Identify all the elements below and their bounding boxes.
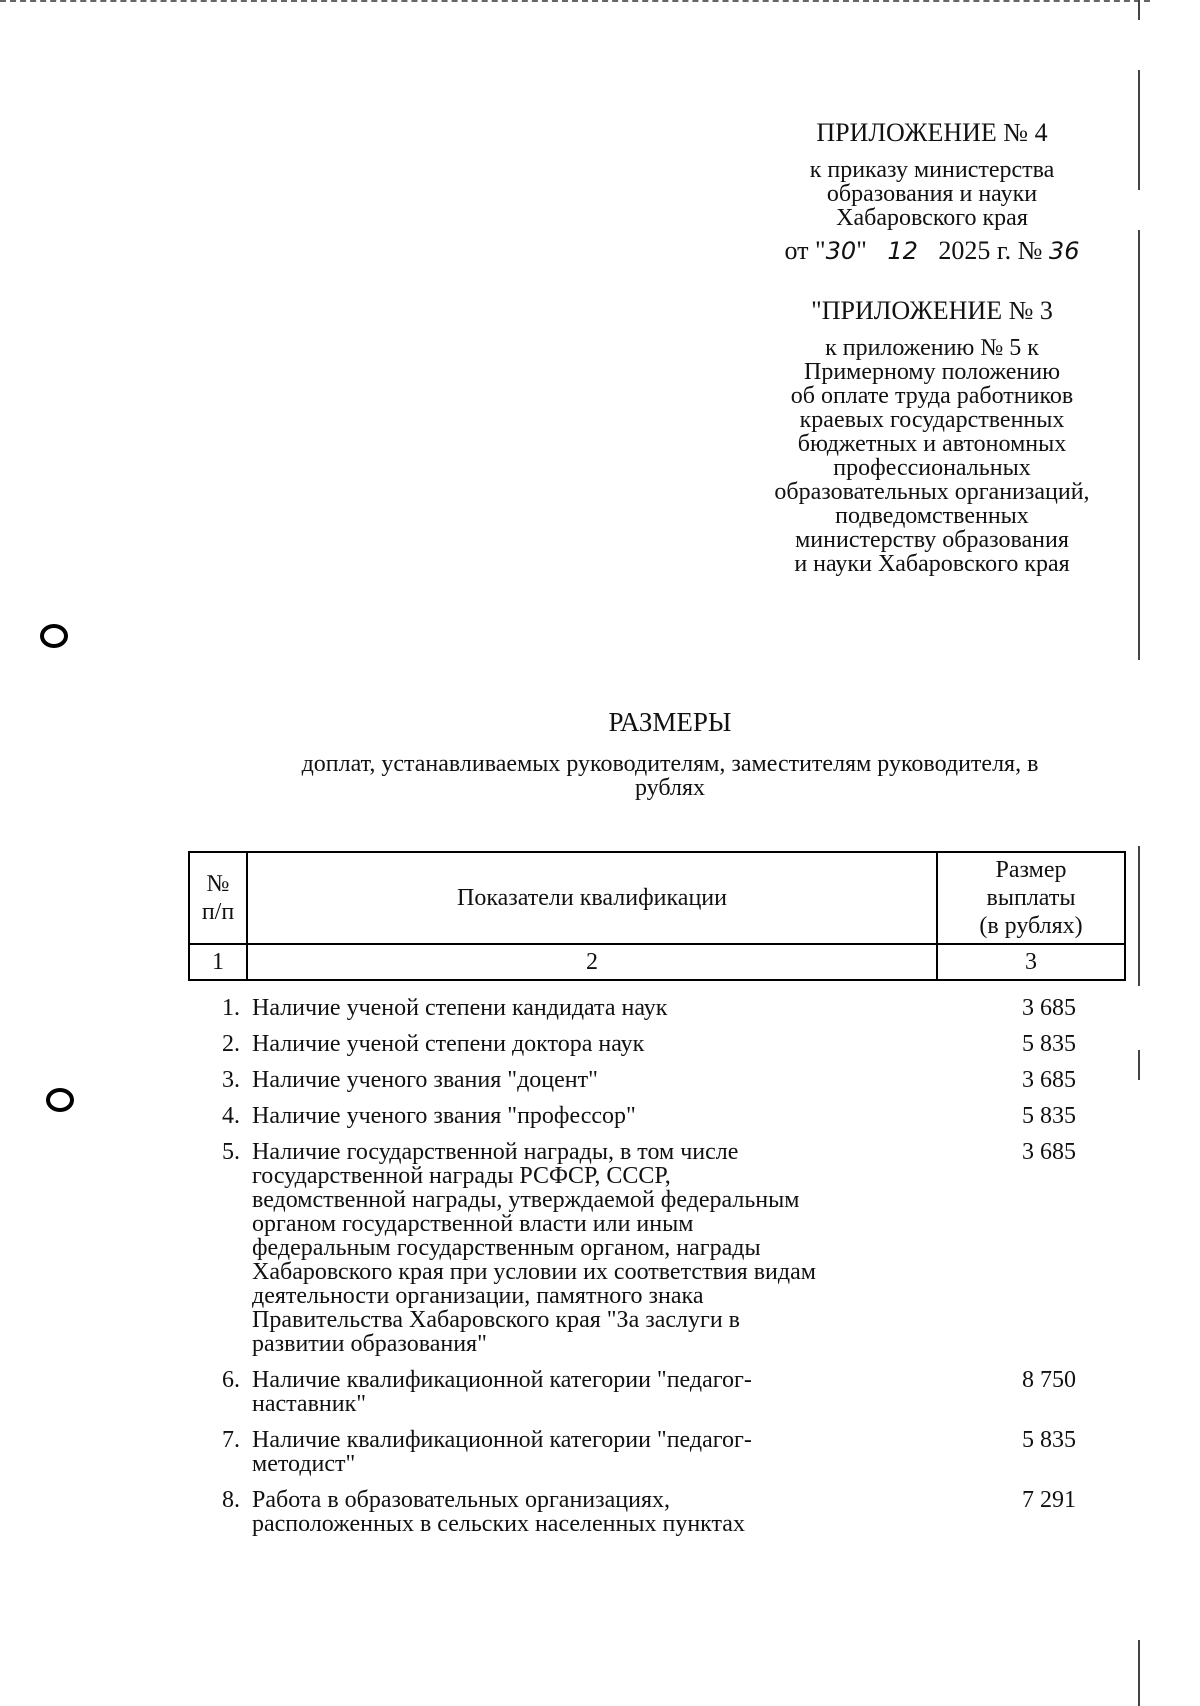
table-row [188, 1104, 1126, 1128]
table-row [188, 1368, 1126, 1416]
header-cell-amount: Размер выплаты (в рублях) [937, 852, 1125, 944]
handwritten-day: 30 [825, 237, 857, 265]
order-line: Хабаровского края [836, 205, 1028, 231]
handwritten-month: 12 [887, 237, 918, 265]
scan-right-edge [1138, 1050, 1140, 1080]
reference-line: подведомственных [835, 503, 1029, 529]
row-number: 7. [222, 1427, 240, 1453]
row-indicator: Работа в образовательных организациях, расположенных в сельских населенных пунктах [252, 1487, 745, 1537]
reference-line: краевых государственных [799, 407, 1065, 433]
scan-right-edge [1138, 846, 1140, 986]
row-number: 8. [222, 1487, 240, 1513]
row-amount: 3 685 [1022, 1139, 1076, 1165]
reference-line: министерству образования [795, 527, 1069, 553]
reference-line: бюджетных и автономных [797, 431, 1067, 457]
row-number: 3. [222, 1067, 240, 1093]
appendix-4-block [732, 118, 1132, 268]
reference-line: образовательных организаций, [774, 479, 1090, 505]
table-header [188, 851, 1126, 981]
table-row [188, 1140, 1126, 1356]
appendix-3-title: "ПРИЛОЖЕНИЕ № 3 [811, 296, 1053, 325]
order-reference [732, 158, 1132, 230]
order-line: образования и науки [826, 181, 1038, 207]
document-heading [220, 706, 1120, 800]
table-row [188, 1068, 1126, 1092]
appendix-4-title: ПРИЛОЖЕНИЕ № 4 [816, 118, 1048, 147]
appendix-3-reference [732, 336, 1132, 576]
row-number: 6. [222, 1367, 240, 1393]
document-subtitle-line: рублях [635, 775, 705, 801]
date-prefix: от " [784, 236, 826, 265]
index-cell: 1 [189, 944, 247, 980]
scan-top-edge [0, 0, 1150, 5]
row-indicator: Наличие квалификационной категории "педагог- методист" [252, 1427, 752, 1477]
table-row [188, 1488, 1126, 1536]
reference-line: и науки Хабаровского края [794, 551, 1070, 577]
appendix-3-block [732, 296, 1132, 576]
scan-right-edge [1138, 1640, 1140, 1706]
row-indicator: Наличие ученой степени доктора наук [252, 1031, 645, 1057]
row-indicator: Наличие государственной награды, в том числе государственной награды РСФСР, СССР, ведомственной награды, утверждаемой федеральным органом государственной власти или иным федеральным государственным органом, награды Хабаровского края при условии их соответствия видам деятельности организации, памятного знака Правительства Хабаровского края "За заслуги в развитии образования" [252, 1139, 816, 1357]
order-line: к приказу министерства [809, 157, 1055, 183]
row-indicator: Наличие ученого звания "доцент" [252, 1067, 598, 1093]
punch-hole-mark [46, 1088, 74, 1112]
punch-hole-mark [40, 624, 68, 648]
reference-line: к приложению № 5 к [825, 335, 1039, 361]
table-row [188, 1032, 1126, 1056]
header-cell-indicator: Показатели квалификации [247, 852, 937, 944]
header-cell-number: № п/п [189, 852, 247, 944]
row-indicator: Наличие квалификационной категории "педагог- наставник" [252, 1367, 752, 1417]
table-body [188, 996, 1126, 1548]
document-title: РАЗМЕРЫ [608, 707, 732, 737]
row-amount: 5 835 [1022, 1103, 1076, 1129]
reference-line: Примерному положению [803, 359, 1061, 385]
row-number: 1. [222, 995, 240, 1021]
row-amount: 7 291 [1022, 1487, 1076, 1513]
row-amount: 5 835 [1022, 1427, 1076, 1453]
row-number: 4. [222, 1103, 240, 1129]
index-cell: 3 [937, 944, 1125, 980]
row-indicator: Наличие ученого звания "профессор" [252, 1103, 636, 1129]
reference-line: об оплате труда работников [790, 383, 1074, 409]
reference-line: профессиональных [833, 455, 1031, 481]
row-indicator: Наличие ученой степени кандидата наук [252, 995, 668, 1021]
scan-right-edge [1138, 70, 1140, 190]
row-amount: 8 750 [1022, 1367, 1076, 1393]
row-amount: 3 685 [1022, 995, 1076, 1021]
row-amount: 5 835 [1022, 1031, 1076, 1057]
order-date-line [732, 234, 1132, 268]
row-number: 5. [222, 1139, 240, 1165]
row-number: 2. [222, 1031, 240, 1057]
table-row [188, 1428, 1126, 1476]
scan-right-edge [1138, 0, 1140, 20]
date-quote: " [856, 236, 867, 265]
index-cell: 2 [247, 944, 937, 980]
scan-right-edge [1138, 230, 1140, 660]
table-row [188, 996, 1126, 1020]
date-year: 2025 г. № [938, 236, 1043, 265]
document-subtitle-line: доплат, устанавливаемых руководителям, заместителям руководителя, в [301, 751, 1039, 777]
row-amount: 3 685 [1022, 1067, 1076, 1093]
handwritten-order-number: 36 [1048, 237, 1080, 265]
